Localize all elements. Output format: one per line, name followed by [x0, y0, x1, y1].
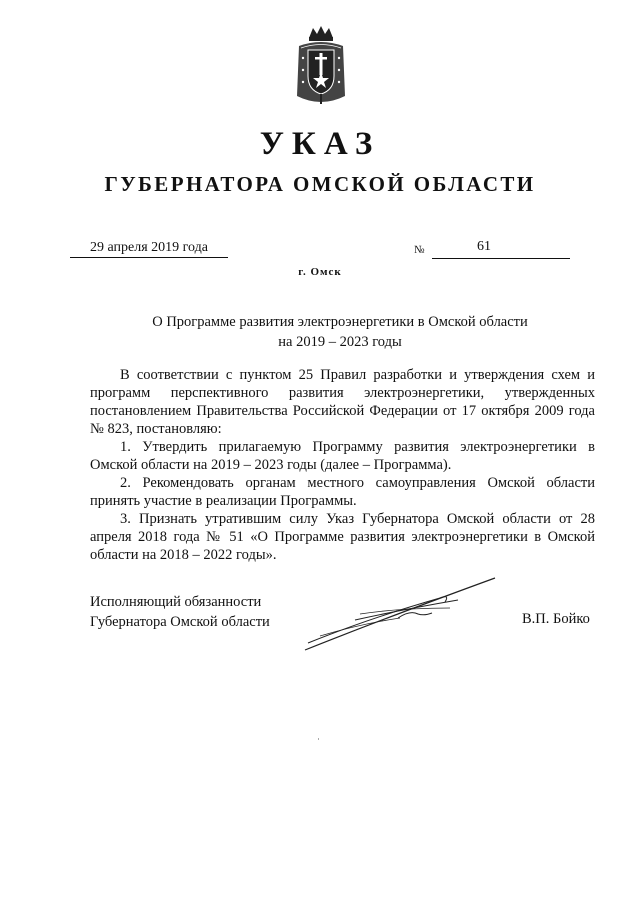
- decree-number: 61: [477, 239, 491, 254]
- signatory-position-line: Исполняющий обязанности: [90, 594, 262, 610]
- document-title-line: О Программе развития электроэнергетики в Омской области: [152, 314, 528, 330]
- signatory-position: [90, 592, 270, 632]
- coat-of-arms-icon: [291, 24, 351, 110]
- document-title-line: на 2019 – 2023 годы: [278, 334, 402, 350]
- clause-paragraph: 1. Утвердить прилагаемую Программу развития электроэнергетики в Омской области на 2019 – 2023 годы (далее – Программа).: [90, 439, 595, 473]
- number-label: №: [414, 244, 425, 256]
- signatory-position-line: Губернатора Омской области: [90, 614, 270, 630]
- decree-title: УКАЗ: [259, 126, 381, 162]
- decree-issuer: ГУБЕРНАТОРА ОМСКОЙ ОБЛАСТИ: [104, 172, 536, 196]
- document-title: [90, 312, 590, 352]
- document-body: [90, 366, 595, 564]
- clause-paragraph: 2. Рекомендовать органам местного самоуправления Омской области принять участие в реализации Программы.: [90, 475, 595, 509]
- scan-speck: [318, 738, 319, 740]
- number-underline: [432, 241, 570, 259]
- preamble-paragraph: В соответствии с пунктом 25 Правил разработки и утверждения схем и программ перспективного развития электроэнергетики, утвержденных постановлением Правительства Российской Федерации от 17 октября 2009 года № 823, постановляю:: [90, 367, 595, 437]
- clause-paragraph: 3. Признать утратившим силу Указ Губернатора Омской области от 28 апреля 2018 года № 51 «О Программе развития электроэнергетики в Омской области на 2018 – 2022 годы».: [90, 511, 595, 563]
- signatory-name: В.П. Бойко: [522, 611, 590, 627]
- decree-city: г. Омск: [298, 266, 342, 278]
- handwritten-signature: [300, 570, 500, 660]
- decree-date: 29 апреля 2019 года: [70, 240, 228, 258]
